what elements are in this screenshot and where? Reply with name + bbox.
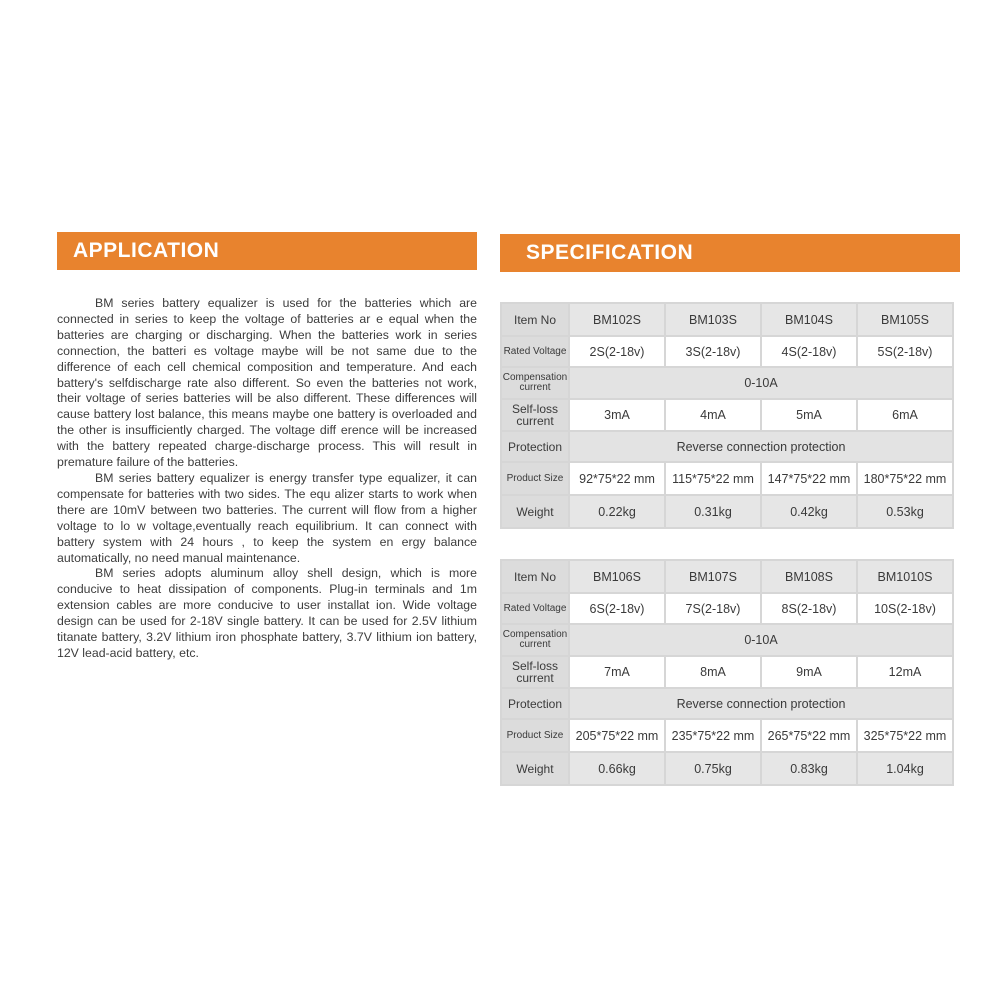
model-cell: BM106S: [570, 561, 664, 592]
application-paragraph-3: BM series adopts aluminum alloy shell design, which is more conducive to heat dissipation of components. Plug-in terminals and 1m extension cables are more conducive to user installat ion. Wide voltage design can be used for 2-18V single battery. It can be used for 2.5V lithium titanate battery, 3.2V lithium iron phosphate battery, 3.7V lithium ion battery, 12V lead-acid battery, etc.: [57, 566, 477, 660]
spec-table-2: [500, 559, 954, 786]
model-cell: BM104S: [762, 304, 856, 335]
model-cell: BM103S: [666, 304, 760, 335]
label-weight: Weight: [502, 753, 568, 784]
label-rated-voltage: Rated Voltage: [502, 594, 568, 623]
compensation-current-cell: 0-10A: [570, 368, 952, 398]
product-size-cell: 205*75*22 mm: [570, 720, 664, 751]
label-protection: Protection: [502, 689, 568, 718]
weight-cell: 1.04kg: [858, 753, 952, 784]
compensation-current-cell: 0-10A: [570, 625, 952, 655]
row-protection: [502, 689, 952, 718]
rated-voltage-cell: 10S(2-18v): [858, 594, 952, 623]
weight-cell: 0.75kg: [666, 753, 760, 784]
label-self-loss-current: Self-loss current: [502, 400, 568, 430]
self-loss-cell: 7mA: [570, 657, 664, 687]
label-product-size: Product Size: [502, 463, 568, 494]
label-product-size: Product Size: [502, 720, 568, 751]
label-self-loss-current: Self-loss current: [502, 657, 568, 687]
label-compensation-current: Compensation current: [502, 368, 568, 398]
product-size-cell: 115*75*22 mm: [666, 463, 760, 494]
row-rated-voltage: [502, 594, 952, 623]
application-text: [57, 296, 477, 662]
weight-cell: 0.53kg: [858, 496, 952, 527]
row-self-loss-current: [502, 657, 952, 687]
row-product-size: [502, 463, 952, 494]
spec-table-1: [500, 302, 954, 529]
label-compensation-current: Compensation current: [502, 625, 568, 655]
rated-voltage-cell: 2S(2-18v): [570, 337, 664, 366]
row-rated-voltage: [502, 337, 952, 366]
row-item-no: [502, 561, 952, 592]
application-paragraph-1: BM series battery equalizer is used for the batteries which are connected in series to keep the voltage of batteries ar e equal when the batteries are charging or discharging. When the batteries work in series connection, the batteri es voltage maybe will be not same due to the difference of each cell chemical composition and temperature. And each battery's selfdischarge rate also different. So even the batteries not work, their voltage of series batteries will be also different. These differences will cause battery lost balance, this means maybe one battery is overloaded and the other is insufficiently charged. The voltage diff erence will be increased with the battery repeated charge-discharge process. This will result in premature failure of the batteries.: [57, 296, 477, 470]
self-loss-cell: 4mA: [666, 400, 760, 430]
rated-voltage-cell: 3S(2-18v): [666, 337, 760, 366]
product-size-cell: 180*75*22 mm: [858, 463, 952, 494]
label-rated-voltage: Rated Voltage: [502, 337, 568, 366]
weight-cell: 0.31kg: [666, 496, 760, 527]
application-title: APPLICATION: [73, 239, 220, 262]
rated-voltage-cell: 5S(2-18v): [858, 337, 952, 366]
self-loss-cell: 3mA: [570, 400, 664, 430]
row-weight: [502, 753, 952, 784]
label-item-no: Item No: [502, 561, 568, 592]
weight-cell: 0.66kg: [570, 753, 664, 784]
weight-cell: 0.42kg: [762, 496, 856, 527]
label-protection: Protection: [502, 432, 568, 461]
protection-cell: Reverse connection protection: [570, 689, 952, 718]
label-item-no: Item No: [502, 304, 568, 335]
specification-header: [500, 234, 960, 272]
row-self-loss-current: [502, 400, 952, 430]
self-loss-cell: 8mA: [666, 657, 760, 687]
product-size-cell: 325*75*22 mm: [858, 720, 952, 751]
product-size-cell: 235*75*22 mm: [666, 720, 760, 751]
row-compensation-current: [502, 625, 952, 655]
label-weight: Weight: [502, 496, 568, 527]
self-loss-cell: 6mA: [858, 400, 952, 430]
rated-voltage-cell: 4S(2-18v): [762, 337, 856, 366]
model-cell: BM105S: [858, 304, 952, 335]
product-size-cell: 147*75*22 mm: [762, 463, 856, 494]
rated-voltage-cell: 6S(2-18v): [570, 594, 664, 623]
row-weight: [502, 496, 952, 527]
weight-cell: 0.22kg: [570, 496, 664, 527]
model-cell: BM107S: [666, 561, 760, 592]
self-loss-cell: 12mA: [858, 657, 952, 687]
specification-title: SPECIFICATION: [526, 241, 694, 264]
model-cell: BM1010S: [858, 561, 952, 592]
self-loss-cell: 9mA: [762, 657, 856, 687]
model-cell: BM108S: [762, 561, 856, 592]
rated-voltage-cell: 7S(2-18v): [666, 594, 760, 623]
self-loss-cell: 5mA: [762, 400, 856, 430]
product-size-cell: 265*75*22 mm: [762, 720, 856, 751]
rated-voltage-cell: 8S(2-18v): [762, 594, 856, 623]
product-size-cell: 92*75*22 mm: [570, 463, 664, 494]
row-protection: [502, 432, 952, 461]
model-cell: BM102S: [570, 304, 664, 335]
row-product-size: [502, 720, 952, 751]
application-header: [57, 232, 477, 270]
weight-cell: 0.83kg: [762, 753, 856, 784]
protection-cell: Reverse connection protection: [570, 432, 952, 461]
row-item-no: [502, 304, 952, 335]
row-compensation-current: [502, 368, 952, 398]
application-paragraph-2: BM series battery equalizer is energy transfer type equalizer, it can compensate for batteries with two sides. The equ alizer starts to work when there are 10mV between two batteries. The current will flow from a higher voltage to lo w voltage,eventually reach equilibrium. It can connect with battery system with 24 hours , to keep the system en ergy balance automatically, no need manual maintenance.: [57, 470, 477, 565]
